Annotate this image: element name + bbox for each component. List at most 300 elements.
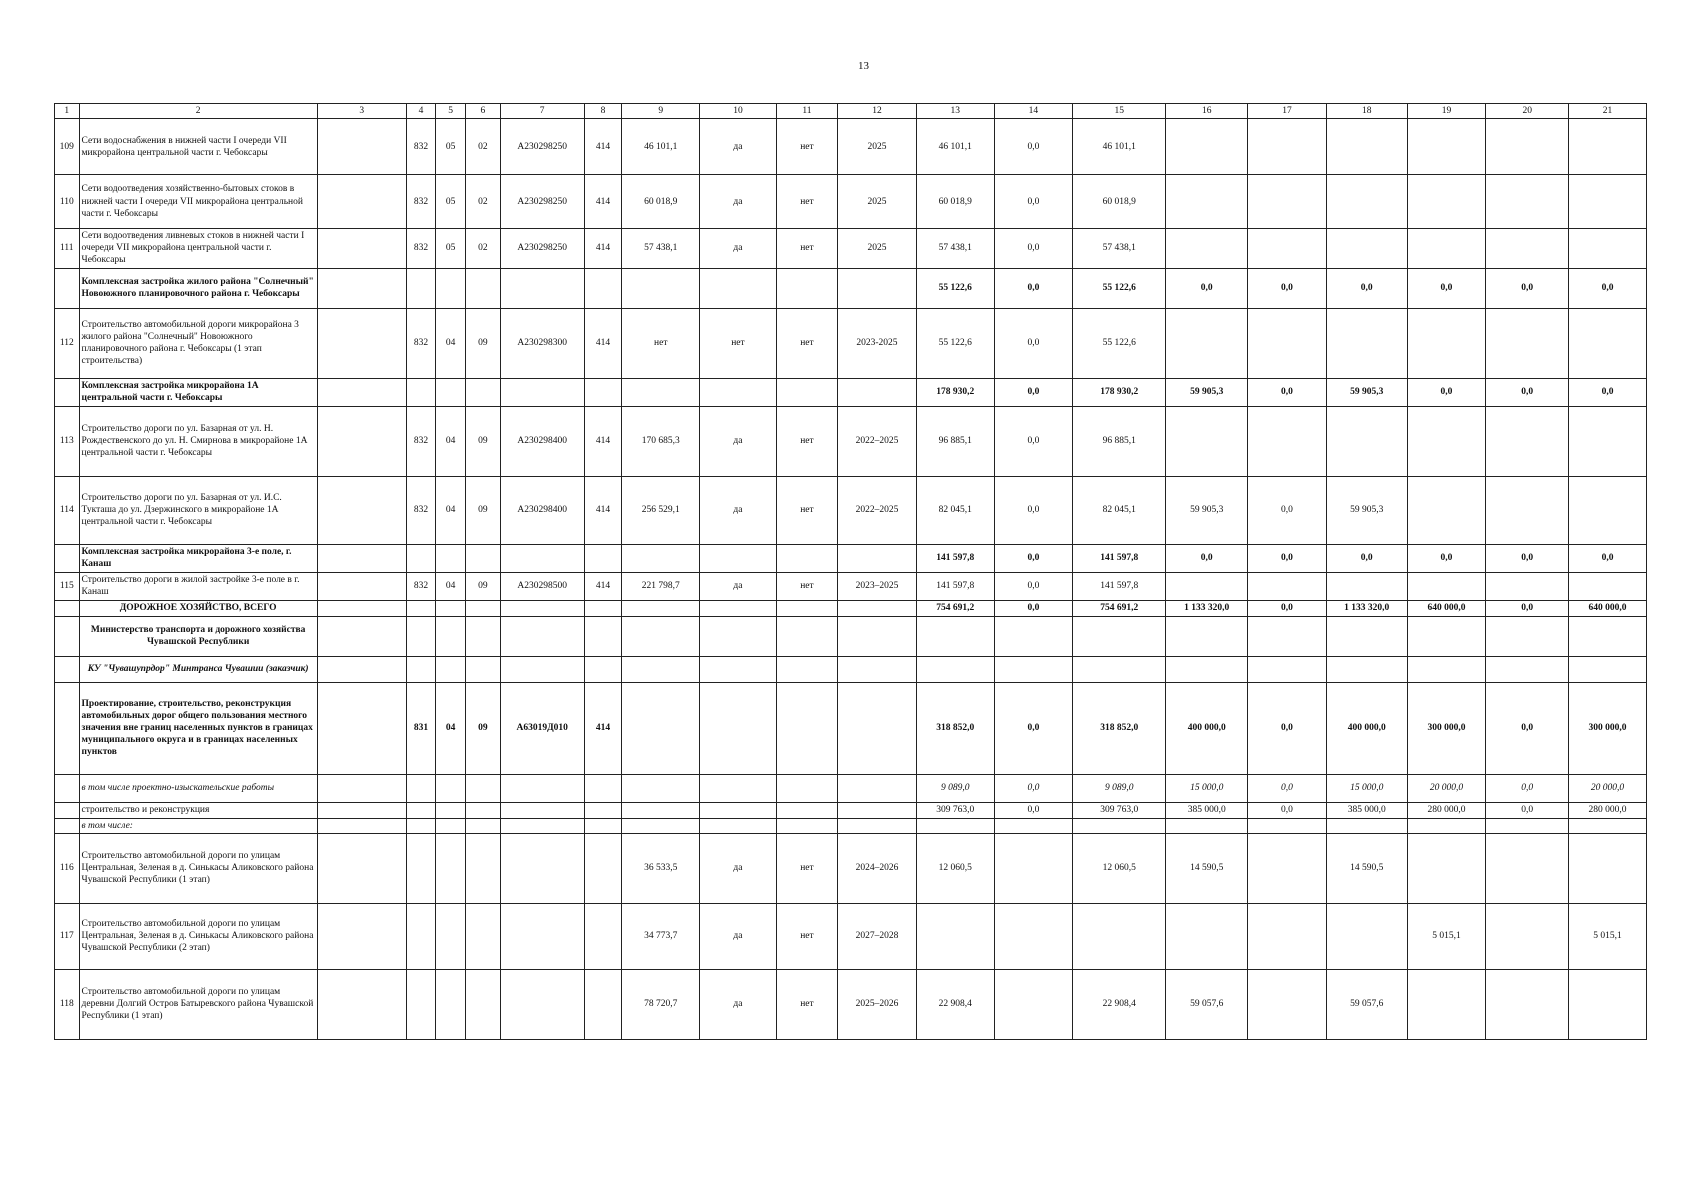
cell-col-15: 309 763,0 (1073, 802, 1166, 818)
cell-col-12 (838, 616, 917, 656)
cell-col-20: 0,0 (1486, 544, 1569, 572)
cell-col-15: 141 597,8 (1073, 572, 1166, 600)
cell-col-12: 2022–2025 (838, 406, 917, 476)
cell-col-12 (838, 682, 917, 774)
cell-col-10: да (700, 833, 777, 903)
cell-col-4: 832 (406, 175, 436, 229)
cell-col-19 (1407, 656, 1486, 682)
cell-col-11 (776, 774, 837, 802)
cell-col-20 (1486, 969, 1569, 1039)
cell-col-21: 0,0 (1569, 268, 1647, 308)
cell-col-13: 60 018,9 (916, 175, 994, 229)
cell-col-18: 1 133 320,0 (1326, 600, 1407, 616)
cell-col-12: 2025 (838, 119, 917, 175)
table-row (55, 119, 1647, 175)
cell-col-3 (317, 656, 406, 682)
cell-col-14 (994, 818, 1073, 833)
cell-col-4: 832 (406, 572, 436, 600)
row-number (55, 802, 80, 818)
cell-col-6 (466, 818, 501, 833)
cell-col-17 (1248, 406, 1327, 476)
cell-col-12 (838, 544, 917, 572)
cell-col-11 (776, 818, 837, 833)
cell-col-9 (622, 544, 700, 572)
cell-col-4: 832 (406, 229, 436, 268)
cell-col-8: 414 (584, 406, 622, 476)
cell-col-17: 0,0 (1248, 774, 1327, 802)
cell-col-10 (700, 682, 777, 774)
cell-col-5 (436, 544, 466, 572)
column-number: 2 (79, 104, 317, 119)
table-row (55, 802, 1647, 818)
cell-col-21: 300 000,0 (1569, 682, 1647, 774)
cell-col-17: 0,0 (1248, 378, 1327, 406)
column-number: 6 (466, 104, 501, 119)
cell-col-19: 5 015,1 (1407, 903, 1486, 969)
cell-col-19 (1407, 308, 1486, 378)
cell-col-11: нет (776, 833, 837, 903)
cell-col-13: 22 908,4 (916, 969, 994, 1039)
column-number: 19 (1407, 104, 1486, 119)
cell-col-17 (1248, 656, 1327, 682)
table-row (55, 229, 1647, 268)
cell-col-20 (1486, 616, 1569, 656)
cell-col-10: да (700, 406, 777, 476)
cell-col-5: 05 (436, 229, 466, 268)
cell-col-5 (436, 616, 466, 656)
row-title: Сети водоотведения ливневых стоков в нижней части I очереди VII микрорайона центральной части г. Чебоксары (79, 229, 317, 268)
cell-col-9 (622, 656, 700, 682)
cell-col-8 (584, 378, 622, 406)
cell-col-18 (1326, 656, 1407, 682)
cell-col-14: 0,0 (994, 378, 1073, 406)
cell-col-19 (1407, 833, 1486, 903)
column-number: 14 (994, 104, 1073, 119)
cell-col-12: 2025 (838, 229, 917, 268)
cell-col-5: 04 (436, 308, 466, 378)
cell-col-11: нет (776, 308, 837, 378)
row-number: 116 (55, 833, 80, 903)
cell-col-6 (466, 802, 501, 818)
cell-col-17: 0,0 (1248, 802, 1327, 818)
row-title: Строительство автомобильной дороги микрорайона 3 жилого района "Солнечный" Новоюжного планировочного района г. Чебоксары (1 этап строительства) (79, 308, 317, 378)
cell-col-12 (838, 268, 917, 308)
cell-col-21 (1569, 119, 1647, 175)
row-title: Строительство автомобильной дороги по улицам деревни Долгий Остров Батыревского района Чувашской Республики (1 этап) (79, 969, 317, 1039)
column-number: 12 (838, 104, 917, 119)
cell-col-20: 0,0 (1486, 774, 1569, 802)
cell-col-20 (1486, 476, 1569, 544)
table-row (55, 682, 1647, 774)
row-number (55, 774, 80, 802)
cell-col-16: 59 905,3 (1166, 476, 1248, 544)
cell-col-15: 57 438,1 (1073, 229, 1166, 268)
cell-col-4 (406, 616, 436, 656)
cell-col-15: 55 122,6 (1073, 268, 1166, 308)
cell-col-17 (1248, 175, 1327, 229)
cell-col-4: 832 (406, 119, 436, 175)
cell-col-19: 280 000,0 (1407, 802, 1486, 818)
cell-col-18: 0,0 (1326, 544, 1407, 572)
row-title: Министерство транспорта и дорожного хозяйства Чувашской Республики (79, 616, 317, 656)
cell-col-19: 0,0 (1407, 268, 1486, 308)
cell-col-17 (1248, 572, 1327, 600)
cell-col-4 (406, 903, 436, 969)
column-number: 9 (622, 104, 700, 119)
cell-col-4 (406, 969, 436, 1039)
cell-col-20 (1486, 833, 1569, 903)
cell-col-14: 0,0 (994, 682, 1073, 774)
cell-col-8: 414 (584, 119, 622, 175)
row-number: 111 (55, 229, 80, 268)
cell-col-19: 640 000,0 (1407, 600, 1486, 616)
cell-col-21 (1569, 308, 1647, 378)
cell-col-13: 309 763,0 (916, 802, 994, 818)
column-number: 5 (436, 104, 466, 119)
cell-col-4 (406, 656, 436, 682)
row-title: Сети водоснабжения в нижней части I очереди VII микрорайона центральной части г. Чебоксары (79, 119, 317, 175)
cell-col-6 (466, 268, 501, 308)
cell-col-7 (500, 833, 584, 903)
cell-col-10 (700, 774, 777, 802)
cell-col-3 (317, 268, 406, 308)
cell-col-14: 0,0 (994, 600, 1073, 616)
row-title: Комплексная застройка микрорайона 3-е поле, г. Канаш (79, 544, 317, 572)
table-row (55, 268, 1647, 308)
cell-col-21 (1569, 572, 1647, 600)
cell-col-12: 2025 (838, 175, 917, 229)
cell-col-18 (1326, 616, 1407, 656)
cell-col-5 (436, 833, 466, 903)
cell-col-3 (317, 308, 406, 378)
cell-col-3 (317, 406, 406, 476)
column-number: 13 (916, 104, 994, 119)
cell-col-9: 60 018,9 (622, 175, 700, 229)
cell-col-16: 0,0 (1166, 544, 1248, 572)
cell-col-3 (317, 774, 406, 802)
cell-col-21 (1569, 818, 1647, 833)
table-row (55, 175, 1647, 229)
row-number (55, 818, 80, 833)
table-body (55, 104, 1647, 1040)
cell-col-7 (500, 544, 584, 572)
cell-col-16 (1166, 229, 1248, 268)
cell-col-7 (500, 600, 584, 616)
cell-col-19 (1407, 616, 1486, 656)
cell-col-10: да (700, 175, 777, 229)
cell-col-14: 0,0 (994, 175, 1073, 229)
cell-col-18 (1326, 818, 1407, 833)
cell-col-5: 05 (436, 119, 466, 175)
cell-col-18 (1326, 229, 1407, 268)
row-title: Строительство автомобильной дороги по улицам Центральная, Зеленая в д. Синькасы Аликовского района Чувашской Республики (2 этап) (79, 903, 317, 969)
cell-col-3 (317, 833, 406, 903)
row-title: Строительство дороги в жилой застройке 3-е поле в г. Канаш (79, 572, 317, 600)
cell-col-16: 385 000,0 (1166, 802, 1248, 818)
cell-col-5: 04 (436, 476, 466, 544)
cell-col-15: 60 018,9 (1073, 175, 1166, 229)
cell-col-3 (317, 818, 406, 833)
cell-col-3 (317, 544, 406, 572)
table-row (55, 476, 1647, 544)
column-number: 8 (584, 104, 622, 119)
cell-col-15: 754 691,2 (1073, 600, 1166, 616)
cell-col-7 (500, 818, 584, 833)
cell-col-11: нет (776, 229, 837, 268)
cell-col-19 (1407, 229, 1486, 268)
table-row (55, 600, 1647, 616)
cell-col-3 (317, 682, 406, 774)
cell-col-20: 0,0 (1486, 600, 1569, 616)
cell-col-12 (838, 656, 917, 682)
table-row (55, 406, 1647, 476)
cell-col-13: 46 101,1 (916, 119, 994, 175)
cell-col-6 (466, 774, 501, 802)
cell-col-13: 55 122,6 (916, 308, 994, 378)
cell-col-6 (466, 656, 501, 682)
cell-col-14: 0,0 (994, 229, 1073, 268)
cell-col-21 (1569, 406, 1647, 476)
cell-col-8: 414 (584, 175, 622, 229)
cell-col-17 (1248, 308, 1327, 378)
cell-col-13: 12 060,5 (916, 833, 994, 903)
row-title: КУ "Чувашупрдор" Минтранса Чувашии (заказчик) (79, 656, 317, 682)
cell-col-18: 385 000,0 (1326, 802, 1407, 818)
page-number: 13 (858, 60, 869, 72)
cell-col-10: да (700, 229, 777, 268)
cell-col-5: 04 (436, 572, 466, 600)
cell-col-6: 09 (466, 682, 501, 774)
cell-col-18 (1326, 175, 1407, 229)
table-row (55, 378, 1647, 406)
cell-col-13: 9 089,0 (916, 774, 994, 802)
cell-col-3 (317, 572, 406, 600)
cell-col-18 (1326, 406, 1407, 476)
column-number: 11 (776, 104, 837, 119)
cell-col-11 (776, 802, 837, 818)
cell-col-10: да (700, 903, 777, 969)
cell-col-20 (1486, 229, 1569, 268)
cell-col-3 (317, 600, 406, 616)
column-number: 1 (55, 104, 80, 119)
cell-col-3 (317, 378, 406, 406)
cell-col-6 (466, 600, 501, 616)
row-title: Строительство дороги по ул. Базарная от ул. И.С. Тукташа до ул. Дзержинского в микрорайоне 1А центральной части г. Чебоксары (79, 476, 317, 544)
cell-col-16: 0,0 (1166, 268, 1248, 308)
table-row (55, 818, 1647, 833)
cell-col-7 (500, 616, 584, 656)
cell-col-11: нет (776, 969, 837, 1039)
cell-col-20 (1486, 119, 1569, 175)
cell-col-4 (406, 600, 436, 616)
cell-col-9: 34 773,7 (622, 903, 700, 969)
cell-col-8: 414 (584, 229, 622, 268)
cell-col-7 (500, 969, 584, 1039)
row-title: в том числе: (79, 818, 317, 833)
cell-col-6 (466, 544, 501, 572)
cell-col-10: нет (700, 308, 777, 378)
cell-col-14 (994, 969, 1073, 1039)
cell-col-8 (584, 833, 622, 903)
cell-col-6 (466, 969, 501, 1039)
cell-col-13 (916, 818, 994, 833)
cell-col-3 (317, 802, 406, 818)
cell-col-10: да (700, 119, 777, 175)
cell-col-11 (776, 544, 837, 572)
cell-col-6 (466, 903, 501, 969)
cell-col-16 (1166, 656, 1248, 682)
cell-col-13: 318 852,0 (916, 682, 994, 774)
cell-col-5: 05 (436, 175, 466, 229)
row-number (55, 616, 80, 656)
cell-col-15: 318 852,0 (1073, 682, 1166, 774)
cell-col-7: А230298300 (500, 308, 584, 378)
cell-col-19 (1407, 818, 1486, 833)
cell-col-8: 414 (584, 476, 622, 544)
cell-col-12 (838, 774, 917, 802)
cell-col-17 (1248, 818, 1327, 833)
cell-col-8: 414 (584, 682, 622, 774)
cell-col-9: 46 101,1 (622, 119, 700, 175)
cell-col-18 (1326, 572, 1407, 600)
cell-col-5: 04 (436, 406, 466, 476)
cell-col-9: 36 533,5 (622, 833, 700, 903)
cell-col-11: нет (776, 406, 837, 476)
cell-col-5 (436, 969, 466, 1039)
row-number: 115 (55, 572, 80, 600)
cell-col-10: да (700, 476, 777, 544)
cell-col-7: А63019Д010 (500, 682, 584, 774)
cell-col-7 (500, 378, 584, 406)
cell-col-8 (584, 268, 622, 308)
row-number: 110 (55, 175, 80, 229)
column-number: 21 (1569, 104, 1647, 119)
cell-col-7: А230298500 (500, 572, 584, 600)
budget-table (54, 103, 1647, 1040)
cell-col-12 (838, 818, 917, 833)
cell-col-9 (622, 802, 700, 818)
cell-col-13: 82 045,1 (916, 476, 994, 544)
cell-col-13: 96 885,1 (916, 406, 994, 476)
cell-col-19 (1407, 969, 1486, 1039)
cell-col-15: 141 597,8 (1073, 544, 1166, 572)
cell-col-15 (1073, 818, 1166, 833)
cell-col-6: 09 (466, 308, 501, 378)
cell-col-5 (436, 818, 466, 833)
cell-col-14: 0,0 (994, 406, 1073, 476)
cell-col-6 (466, 378, 501, 406)
cell-col-19: 0,0 (1407, 544, 1486, 572)
cell-col-11: нет (776, 175, 837, 229)
cell-col-8 (584, 969, 622, 1039)
cell-col-4: 831 (406, 682, 436, 774)
cell-col-17 (1248, 833, 1327, 903)
cell-col-21: 640 000,0 (1569, 600, 1647, 616)
cell-col-19 (1407, 175, 1486, 229)
cell-col-14 (994, 833, 1073, 903)
cell-col-21: 5 015,1 (1569, 903, 1647, 969)
cell-col-9 (622, 774, 700, 802)
cell-col-5 (436, 656, 466, 682)
cell-col-20 (1486, 656, 1569, 682)
cell-col-13: 57 438,1 (916, 229, 994, 268)
row-title: Сети водоотведения хозяйственно-бытовых стоков в нижней части I очереди VII микрорайона центральной части г. Чебоксары (79, 175, 317, 229)
cell-col-11: нет (776, 903, 837, 969)
cell-col-8: 414 (584, 308, 622, 378)
cell-col-10 (700, 600, 777, 616)
cell-col-18 (1326, 308, 1407, 378)
cell-col-3 (317, 969, 406, 1039)
cell-col-6: 02 (466, 119, 501, 175)
cell-col-18: 59 905,3 (1326, 476, 1407, 544)
column-number: 20 (1486, 104, 1569, 119)
cell-col-9: 78 720,7 (622, 969, 700, 1039)
cell-col-12: 2024–2026 (838, 833, 917, 903)
table-row (55, 903, 1647, 969)
column-number: 3 (317, 104, 406, 119)
cell-col-4 (406, 544, 436, 572)
cell-col-16 (1166, 406, 1248, 476)
cell-col-13: 55 122,6 (916, 268, 994, 308)
cell-col-14: 0,0 (994, 308, 1073, 378)
cell-col-14: 0,0 (994, 476, 1073, 544)
cell-col-18: 14 590,5 (1326, 833, 1407, 903)
cell-col-14: 0,0 (994, 119, 1073, 175)
cell-col-9: нет (622, 308, 700, 378)
row-number: 117 (55, 903, 80, 969)
cell-col-7: А230298400 (500, 476, 584, 544)
cell-col-17: 0,0 (1248, 544, 1327, 572)
table-row (55, 774, 1647, 802)
cell-col-13: 178 930,2 (916, 378, 994, 406)
cell-col-19 (1407, 406, 1486, 476)
cell-col-6: 09 (466, 406, 501, 476)
column-number: 10 (700, 104, 777, 119)
cell-col-5 (436, 903, 466, 969)
row-number (55, 544, 80, 572)
cell-col-21 (1569, 833, 1647, 903)
cell-col-13: 141 597,8 (916, 544, 994, 572)
table-row (55, 308, 1647, 378)
cell-col-10 (700, 802, 777, 818)
cell-col-14 (994, 903, 1073, 969)
row-title: ДОРОЖНОЕ ХОЗЯЙСТВО, ВСЕГО (79, 600, 317, 616)
row-number (55, 268, 80, 308)
cell-col-14: 0,0 (994, 802, 1073, 818)
cell-col-20 (1486, 818, 1569, 833)
cell-col-15: 12 060,5 (1073, 833, 1166, 903)
cell-col-4 (406, 774, 436, 802)
cell-col-15 (1073, 903, 1166, 969)
cell-col-19: 20 000,0 (1407, 774, 1486, 802)
cell-col-11 (776, 268, 837, 308)
row-number: 114 (55, 476, 80, 544)
cell-col-9: 57 438,1 (622, 229, 700, 268)
row-title: Строительство автомобильной дороги по улицам Центральная, Зеленая в д. Синькасы Аликовского района Чувашской Республики (1 этап) (79, 833, 317, 903)
cell-col-16: 400 000,0 (1166, 682, 1248, 774)
cell-col-19 (1407, 572, 1486, 600)
cell-col-18: 15 000,0 (1326, 774, 1407, 802)
cell-col-8 (584, 616, 622, 656)
cell-col-18: 0,0 (1326, 268, 1407, 308)
cell-col-12: 2027–2028 (838, 903, 917, 969)
cell-col-8 (584, 600, 622, 616)
cell-col-8 (584, 802, 622, 818)
cell-col-21: 280 000,0 (1569, 802, 1647, 818)
cell-col-9 (622, 600, 700, 616)
cell-col-14: 0,0 (994, 544, 1073, 572)
cell-col-4 (406, 268, 436, 308)
